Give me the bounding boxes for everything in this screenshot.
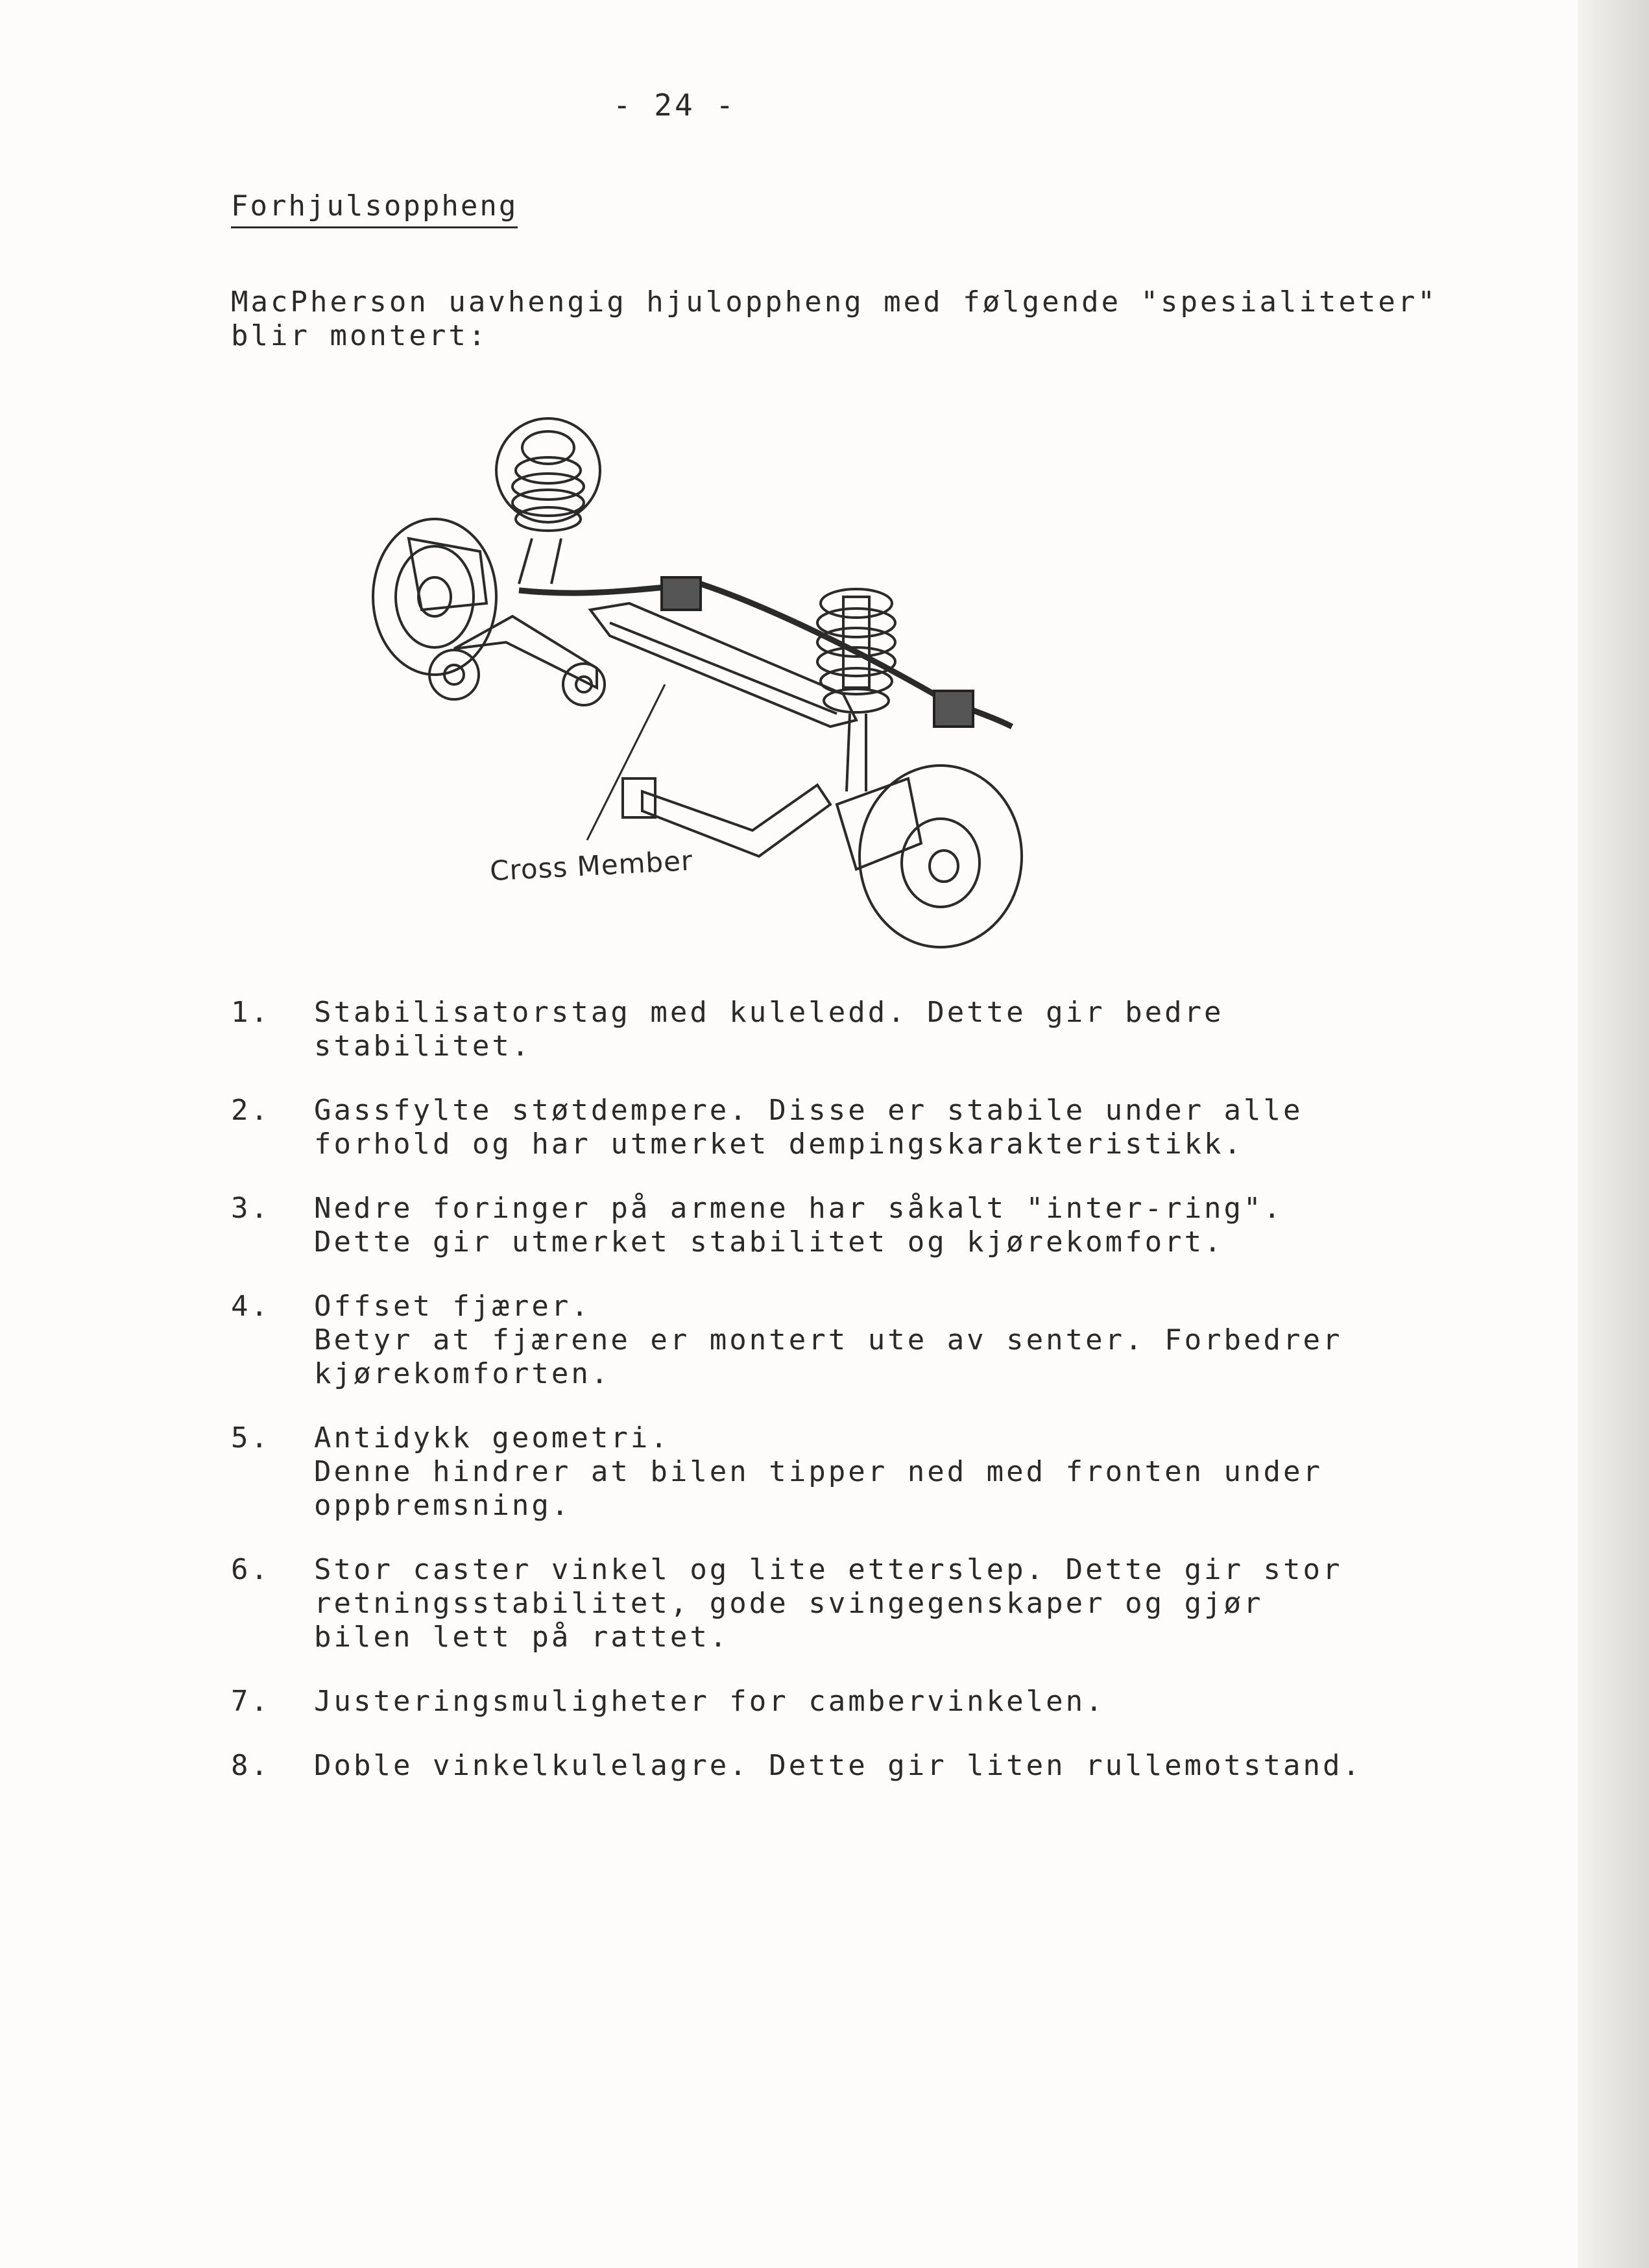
left-lower-arm xyxy=(454,616,597,688)
list-item-text: Stabilisatorstag med kuleledd. Dette gir bedre stabilitet. xyxy=(314,996,1224,1063)
suspension-illustration xyxy=(337,389,1051,960)
page-number: - 24 - xyxy=(612,88,737,123)
list-item-number: 7. xyxy=(231,1685,271,1718)
list-item-number: 8. xyxy=(231,1749,271,1782)
list-item xyxy=(231,1094,1463,1161)
list-item xyxy=(231,1685,1463,1719)
list-item-number: 1. xyxy=(231,996,271,1029)
page-edge-shadow xyxy=(1578,0,1649,2268)
list-item xyxy=(231,1290,1463,1391)
cross-member-label: Cross Member xyxy=(488,844,694,887)
right-brake-disc xyxy=(860,766,1022,947)
feature-list xyxy=(231,996,1463,1813)
suspension-drawing xyxy=(337,389,1051,960)
list-item xyxy=(231,996,1463,1063)
list-item xyxy=(231,1421,1463,1523)
list-item-text: Justeringsmuligheter for cambervinkelen. xyxy=(314,1685,1105,1718)
list-item-text: Stor caster vinkel og lite etterslep. Dette gir stor retningsstabilitet, gode svingegenskaper og gjør bilen lett på rattet. xyxy=(314,1553,1343,1654)
list-item xyxy=(231,1553,1463,1654)
list-item-number: 5. xyxy=(231,1421,271,1454)
list-item-text: Offset fjærer. Betyr at fjærene er montert ute av senter. Forbedrer kjørekomforten. xyxy=(314,1290,1343,1390)
list-item-text: Antidykk geometri. Denne hindrer at bilen tipper ned med fronten under oppbremsning. xyxy=(314,1421,1323,1522)
stabilizer-bushing-right xyxy=(934,691,973,727)
right-caliper xyxy=(837,778,921,869)
list-item-number: 4. xyxy=(231,1290,271,1323)
right-strut xyxy=(843,597,869,688)
list-item-number: 3. xyxy=(231,1192,271,1225)
list-item xyxy=(231,1192,1463,1259)
intro-paragraph: MacPherson uavhengig hjuloppheng med følgende "spesialiteter" blir montert: xyxy=(231,285,1438,352)
list-item-text: Doble vinkelkulelagre. Dette gir liten rullemotstand. xyxy=(314,1749,1362,1782)
list-item-number: 2. xyxy=(231,1094,271,1127)
list-item-number: 6. xyxy=(231,1553,271,1586)
section-heading: Forhjulsoppheng xyxy=(231,189,518,228)
stabilizer-bushing-left xyxy=(662,577,701,610)
list-item xyxy=(231,1749,1463,1783)
list-item-text: Gassfylte støtdempere. Disse er stabile under alle forhold og har utmerket dempingskarakteristikk. xyxy=(314,1094,1303,1161)
list-item-text: Nedre foringer på armene har såkalt "inter-ring". Dette gir utmerket stabilitet og kjørekomfort. xyxy=(314,1192,1284,1259)
